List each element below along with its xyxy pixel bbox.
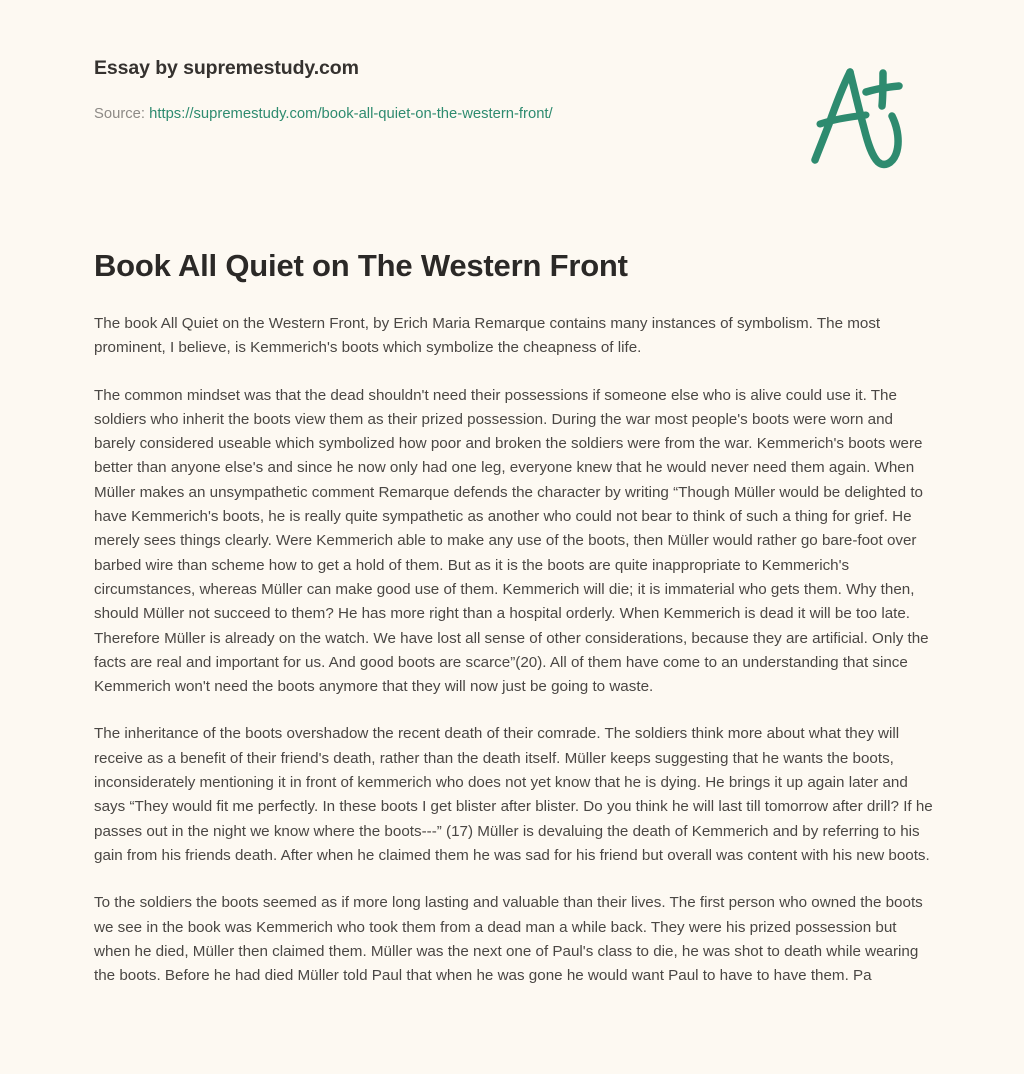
- article-paragraph: The inheritance of the boots overshadow the recent death of their comrade. The soldiers think more about what they will receive as a benefit of their friend's death, rather than the death itself. Müller keeps suggesting that he wants the boots, inconsiderately mentioning it in front of kemmerich who does not yet know that he is dying. He brings it up again later and says “They would fit me perfectly. In these boots I get blister after blister. Do you think he will last till tomorrow after drill? If he passes out in the night we know where the boots---” (17) Müller is devaluing the death of Kemmerich and by referring to his gain from his friends death. After when he claimed them he was sad for his friend but overall was content with his new boots.: [94, 725, 933, 864]
- article-body: [94, 312, 934, 988]
- article-paragraph: The common mindset was that the dead shouldn't need their possessions if someone else who is alive could use it. The soldiers who inherit the boots view them as their prized possession. During the war most people's boots were worn and barely considered useable which symbolized how poor and broken the soldiers were from the war. Kemmerich's boots were better than anyone else's and since he now only had one leg, everyone knew that he would never need them again. When Müller makes an unsympathetic comment Remarque defends the character by writing “Though Müller would be delighted to have Kemmerich's boots, he is really quite sympathetic as another who could not bear to think of such a thing for grief. He merely sees things clearly. Were Kemmerich able to make any use of the boots, then Müller would rather go bare-foot over barbed wire than scheme how to get a hold of them. But as it is the boots are quite inappropriate to Kemmerich's circumstances, whereas Müller can make good use of them. Kemmerich will die; it is immaterial who gets them. Why then, should Müller not succeed to them? He has more right than a hospital orderly. When Kemmerich is dead it will be too late. Therefore Müller is already on the watch. We have lost all sense of other considerations, because they are artificial. Only the facts are real and important for us. And good boots are scarce”(20). All of them have come to an understanding that since Kemmerich won't need the boots anymore that they will now just be going to waste.: [94, 386, 929, 696]
- essay-byline: Essay by supremestudy.com: [94, 57, 359, 79]
- source-label: Source:: [94, 106, 145, 123]
- article-paragraph: To the soldiers the boots seemed as if more long lasting and valuable than their lives. The first person who owned the boots we see in the book was Kemmerich who took them from a dead man a while back. They were his prized possession but when he died, Müller then claimed them. Müller was the next one of Paul's class to die, he was shot to death while wearing the boots. Before he had died Müller told Paul that when he was gone he would want Paul to have to have them. Pa: [94, 894, 923, 985]
- page-title: Book All Quiet on The Western Front: [94, 248, 628, 283]
- article-paragraph: The book All Quiet on the Western Front, by Erich Maria Remarque contains many instances of symbolism. The most prominent, I believe, is Kemmerich's boots which symbolize the cheapness of life.: [94, 315, 881, 357]
- a-plus-logo-icon[interactable]: [804, 58, 914, 173]
- source-url-link[interactable]: https://supremestudy.com/book-all-quiet-on-the-western-front/: [149, 106, 553, 123]
